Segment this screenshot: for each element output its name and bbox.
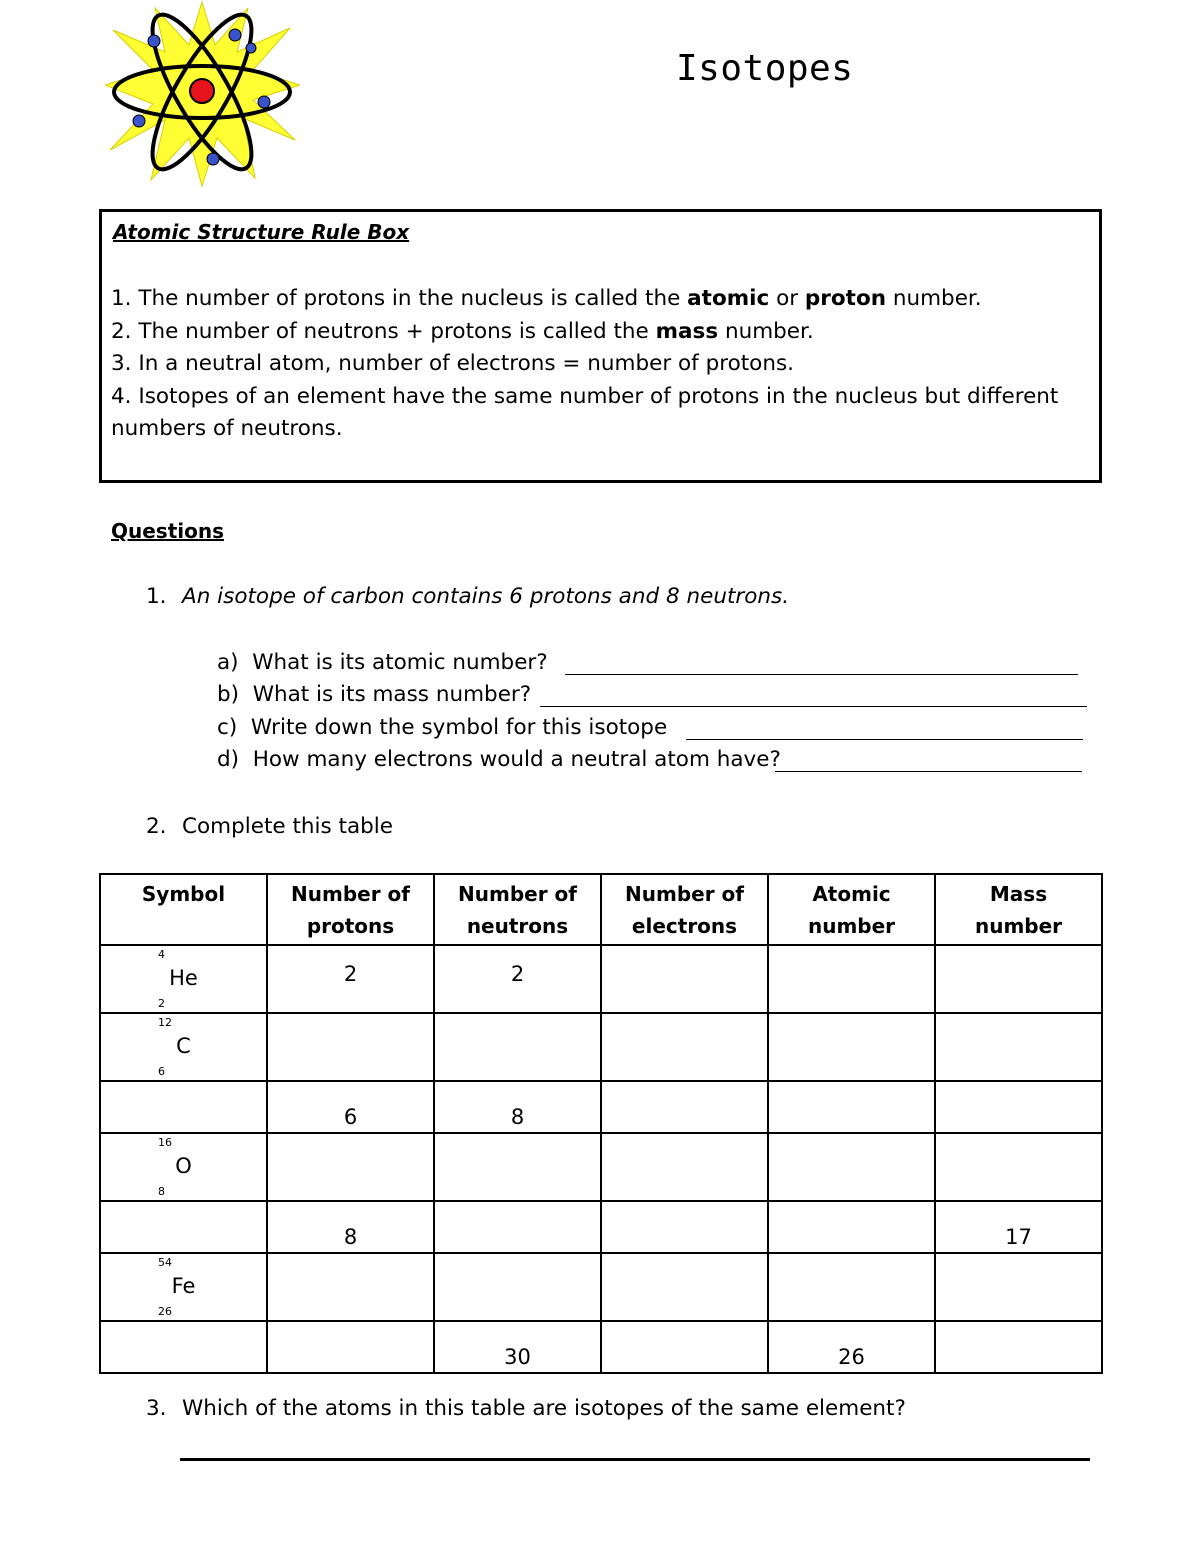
question-2-number: 2. bbox=[146, 814, 167, 839]
cell-neutrons[interactable] bbox=[434, 1201, 601, 1253]
nucleus-icon bbox=[190, 79, 214, 103]
question-1a: a) What is its atomic number? bbox=[217, 650, 548, 675]
atomic-number-subscript: 26 bbox=[158, 1305, 172, 1318]
questions-heading: Questions bbox=[111, 519, 225, 543]
table-row bbox=[100, 1253, 1102, 1321]
cell-atomic-number[interactable] bbox=[768, 1253, 935, 1321]
element-symbol: O bbox=[175, 1154, 192, 1178]
cell-protons[interactable] bbox=[267, 1201, 434, 1253]
element-symbol: He bbox=[169, 966, 198, 990]
atomic-number-subscript: 2 bbox=[158, 997, 165, 1010]
header-neutrons: Number of neutrons bbox=[434, 874, 601, 945]
mass-number-superscript: 4 bbox=[158, 948, 165, 961]
cell-electrons[interactable] bbox=[601, 1201, 768, 1253]
cell-value: 2 bbox=[343, 962, 358, 986]
cell-mass-number[interactable] bbox=[935, 1081, 1102, 1133]
cell-electrons[interactable] bbox=[601, 1253, 768, 1321]
symbol-cell[interactable] bbox=[100, 945, 267, 1013]
rule-1: 1. The number of protons in the nucleus is called the atomic or proton number. bbox=[111, 286, 982, 311]
page-title: Isotopes bbox=[676, 48, 854, 89]
cell-value: 8 bbox=[510, 1105, 525, 1129]
atom-logo-icon bbox=[105, 0, 300, 188]
atomic-number-subscript: 6 bbox=[158, 1065, 165, 1078]
header-symbol: Symbol bbox=[100, 874, 267, 945]
answer-line-1d[interactable] bbox=[775, 771, 1082, 772]
cell-atomic-number[interactable] bbox=[768, 1013, 935, 1081]
cell-atomic-number[interactable] bbox=[768, 1321, 935, 1373]
rule-3: 3. In a neutral atom, number of electrons = number of protons. bbox=[111, 351, 794, 376]
answer-line-1a[interactable] bbox=[565, 674, 1078, 675]
cell-value: 26 bbox=[838, 1345, 865, 1369]
cell-value: 30 bbox=[504, 1345, 531, 1369]
cell-mass-number[interactable] bbox=[935, 945, 1102, 1013]
symbol-cell[interactable] bbox=[100, 1013, 267, 1081]
symbol-cell[interactable] bbox=[100, 1321, 267, 1373]
header-mass-number: Mass number bbox=[935, 874, 1102, 945]
header-electrons: Number of electrons bbox=[601, 874, 768, 945]
rule-2: 2. The number of neutrons + protons is called the mass number. bbox=[111, 319, 814, 344]
cell-electrons[interactable] bbox=[601, 1321, 768, 1373]
cell-protons[interactable] bbox=[267, 1081, 434, 1133]
question-2-text: Complete this table bbox=[182, 814, 393, 839]
cell-value: 6 bbox=[343, 1105, 358, 1129]
mass-number-superscript: 12 bbox=[158, 1016, 172, 1029]
cell-protons[interactable] bbox=[267, 1133, 434, 1201]
table-row bbox=[100, 1201, 1102, 1253]
atomic-number-subscript: 8 bbox=[158, 1185, 165, 1198]
cell-protons[interactable] bbox=[267, 1321, 434, 1373]
answer-line-1b[interactable] bbox=[540, 706, 1087, 707]
cell-neutrons[interactable] bbox=[434, 1013, 601, 1081]
cell-mass-number[interactable] bbox=[935, 1013, 1102, 1081]
cell-value: 2 bbox=[510, 962, 525, 986]
question-1b: b) What is its mass number? bbox=[217, 682, 532, 707]
cell-neutrons[interactable] bbox=[434, 1253, 601, 1321]
cell-protons[interactable] bbox=[267, 945, 434, 1013]
cell-mass-number[interactable] bbox=[935, 1133, 1102, 1201]
question-1-text: An isotope of carbon contains 6 protons and 8 neutrons. bbox=[182, 584, 790, 609]
table-header-row bbox=[100, 874, 1102, 945]
cell-electrons[interactable] bbox=[601, 1013, 768, 1081]
cell-electrons[interactable] bbox=[601, 1133, 768, 1201]
cell-protons[interactable] bbox=[267, 1253, 434, 1321]
cell-mass-number[interactable] bbox=[935, 1201, 1102, 1253]
header-atomic-number: Atomic number bbox=[768, 874, 935, 945]
cell-mass-number[interactable] bbox=[935, 1321, 1102, 1373]
table-row bbox=[100, 945, 1102, 1013]
element-symbol: Fe bbox=[171, 1274, 196, 1298]
rule-4-continued: numbers of neutrons. bbox=[111, 416, 343, 441]
cell-atomic-number[interactable] bbox=[768, 1081, 935, 1133]
rule-box-heading: Atomic Structure Rule Box bbox=[113, 220, 410, 244]
mass-number-superscript: 16 bbox=[158, 1136, 172, 1149]
symbol-cell[interactable] bbox=[100, 1201, 267, 1253]
rule-4: 4. Isotopes of an element have the same number of protons in the nucleus but different bbox=[111, 384, 1059, 409]
cell-mass-number[interactable] bbox=[935, 1253, 1102, 1321]
cell-atomic-number[interactable] bbox=[768, 945, 935, 1013]
isotope-table bbox=[99, 873, 1103, 1374]
cell-protons[interactable] bbox=[267, 1013, 434, 1081]
symbol-cell[interactable] bbox=[100, 1253, 267, 1321]
question-3-text: Which of the atoms in this table are isotopes of the same element? bbox=[182, 1396, 906, 1421]
cell-atomic-number[interactable] bbox=[768, 1201, 935, 1253]
cell-value: 8 bbox=[343, 1225, 358, 1249]
header-protons: Number of protons bbox=[267, 874, 434, 945]
cell-atomic-number[interactable] bbox=[768, 1133, 935, 1201]
mass-number-superscript: 54 bbox=[158, 1256, 172, 1269]
table-row bbox=[100, 1013, 1102, 1081]
answer-line-3[interactable] bbox=[180, 1458, 1090, 1461]
table-row bbox=[100, 1321, 1102, 1373]
cell-neutrons[interactable] bbox=[434, 1321, 601, 1373]
cell-electrons[interactable] bbox=[601, 945, 768, 1013]
cell-electrons[interactable] bbox=[601, 1081, 768, 1133]
table-row bbox=[100, 1133, 1102, 1201]
symbol-cell[interactable] bbox=[100, 1081, 267, 1133]
cell-neutrons[interactable] bbox=[434, 945, 601, 1013]
question-1-number: 1. bbox=[146, 584, 167, 609]
answer-line-1c[interactable] bbox=[686, 739, 1083, 740]
table-row bbox=[100, 1081, 1102, 1133]
question-3-number: 3. bbox=[146, 1396, 167, 1421]
question-1d: d) How many electrons would a neutral atom have? bbox=[217, 747, 781, 772]
cell-neutrons[interactable] bbox=[434, 1081, 601, 1133]
element-symbol: C bbox=[176, 1034, 191, 1058]
cell-neutrons[interactable] bbox=[434, 1133, 601, 1201]
cell-value: 17 bbox=[1005, 1225, 1032, 1249]
question-1c: c) Write down the symbol for this isotope bbox=[217, 715, 668, 740]
symbol-cell[interactable] bbox=[100, 1133, 267, 1201]
